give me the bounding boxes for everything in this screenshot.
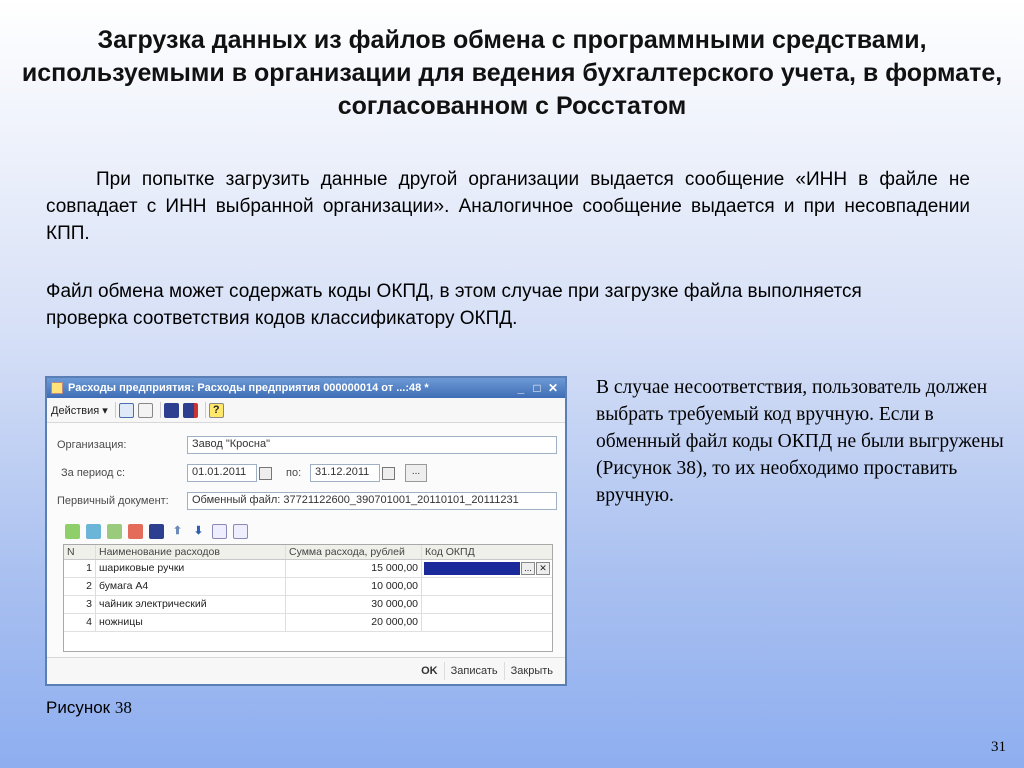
col-header-name[interactable]: Наименование расходов [96, 545, 286, 559]
table-row[interactable] [64, 596, 552, 614]
date-to-field[interactable]: 31.12.2011 [310, 464, 380, 482]
org-field[interactable]: Завод "Кросна" [187, 436, 557, 454]
org-row [57, 436, 557, 454]
window-titlebar[interactable] [47, 378, 565, 398]
move-down-icon[interactable]: ⬇ [193, 525, 204, 537]
save-row-icon[interactable] [149, 524, 164, 539]
toolbar-separator [160, 402, 161, 418]
period-label: За период с: [61, 467, 126, 479]
row-number: 3 [64, 596, 96, 613]
slide-title: Загрузка данных из файлов обмена с программными средствами, используемыми в организации для ведения бухгалтерского учета, в формате, согласованном с Росстатом [21, 26, 1003, 120]
close-icon[interactable]: ✕ [547, 381, 559, 395]
row-sum[interactable]: 30 000,00 [286, 596, 422, 613]
expenses-table [63, 544, 553, 652]
row-name[interactable]: бумага А4 [96, 578, 286, 595]
period-row [61, 464, 427, 482]
table-row[interactable] [64, 614, 552, 632]
col-header-sum[interactable]: Сумма расхода, рублей [286, 545, 422, 559]
window-footer [47, 657, 565, 684]
row-name[interactable]: чайник электрический [96, 596, 286, 613]
col-header-n[interactable]: N [64, 545, 96, 559]
calendar-icon[interactable] [259, 467, 272, 480]
help-button[interactable] [209, 401, 224, 419]
org-label: Организация: [57, 439, 127, 451]
toolbar-separator [115, 402, 116, 418]
floppy-close-icon [183, 403, 198, 418]
to-label: по: [286, 467, 302, 479]
move-up-icon[interactable]: ⬆ [172, 525, 183, 537]
row-name[interactable]: ножницы [96, 614, 286, 631]
close-button[interactable]: Закрыть [504, 662, 559, 680]
window-title: Расходы предприятия: Расходы предприятия 000000014 от ...:48 * [68, 382, 429, 394]
edit-row-icon[interactable] [107, 524, 122, 539]
sort-asc-icon[interactable] [212, 524, 227, 539]
sort-desc-icon[interactable] [233, 524, 248, 539]
caption-label: Рисунок [46, 698, 111, 717]
help-icon: ? [209, 403, 224, 418]
refresh-button[interactable] [119, 401, 134, 419]
okpd-select-button[interactable]: ... [521, 562, 535, 575]
save-toolbar-button[interactable] [164, 401, 179, 419]
structure-icon [138, 403, 153, 418]
maximize-icon[interactable]: □ [533, 381, 541, 395]
row-number: 2 [64, 578, 96, 595]
actions-menu-button[interactable]: Действия ▾ [51, 404, 108, 417]
table-header [64, 545, 552, 560]
okpd-clear-icon[interactable]: ✕ [536, 562, 550, 575]
okpd-input[interactable] [424, 562, 520, 575]
row-number: 1 [64, 560, 96, 577]
okpd-cell-editing[interactable] [422, 560, 552, 577]
window-toolbar [47, 398, 565, 423]
table-row[interactable] [64, 578, 552, 596]
row-sum[interactable]: 20 000,00 [286, 614, 422, 631]
ok-button[interactable]: OK [421, 665, 438, 677]
row-sum[interactable]: 15 000,00 [286, 560, 422, 577]
figure-caption [46, 698, 132, 718]
delete-row-icon[interactable] [128, 524, 143, 539]
okpd-cell[interactable] [422, 614, 552, 631]
paragraph-okpd-check: Файл обмена может содержать коды ОКПД, в этом случае при загрузке файла выполняется проверка соответствия кодов классификатору ОКПД. [46, 281, 862, 329]
doc-field[interactable]: Обменный файл: 37721122600_390701001_20110101_20111231 [187, 492, 557, 510]
okpd-cell[interactable] [422, 596, 552, 613]
toolbar-separator [205, 402, 206, 418]
caption-number: 38 [114, 698, 132, 717]
okpd-cell[interactable] [422, 578, 552, 595]
table-row[interactable] [64, 560, 552, 578]
minimize-icon[interactable]: _ [517, 381, 525, 395]
period-select-button[interactable]: ... [405, 464, 427, 482]
doc-row [57, 492, 557, 510]
row-name[interactable]: шариковые ручки [96, 560, 286, 577]
floppy-disk-icon [164, 403, 179, 418]
app-icon [51, 382, 63, 394]
row-sum[interactable]: 10 000,00 [286, 578, 422, 595]
col-header-okpd[interactable]: Код ОКПД [425, 546, 475, 558]
side-note: В случае несоответствия, пользователь должен выбрать требуемый код вручную. Если в обменный файл коды ОКПД не были выгружены (Рисунок 38), то их необходимо проставить вручную. [596, 377, 1004, 506]
expenses-window [45, 376, 567, 686]
date-from-field[interactable]: 01.01.2011 [187, 464, 257, 482]
page-number: 31 [991, 739, 1006, 755]
paragraph-inn-warning: При попытке загрузить данные другой организации выдается сообщение «ИНН в файле не совпадает с ИНН выбранной организации». Аналогичное сообщение выдается и при несовпадении КПП. [46, 169, 970, 244]
doc-label: Первичный документ: [57, 495, 169, 507]
save-button[interactable]: Записать [444, 662, 504, 680]
refresh-icon [119, 403, 134, 418]
copy-row-icon[interactable] [86, 524, 101, 539]
table-toolbar [65, 524, 248, 539]
add-row-icon[interactable] [65, 524, 80, 539]
structure-button[interactable] [138, 401, 153, 419]
row-number: 4 [64, 614, 96, 631]
save-close-toolbar-button[interactable] [183, 401, 198, 419]
calendar-icon[interactable] [382, 467, 395, 480]
